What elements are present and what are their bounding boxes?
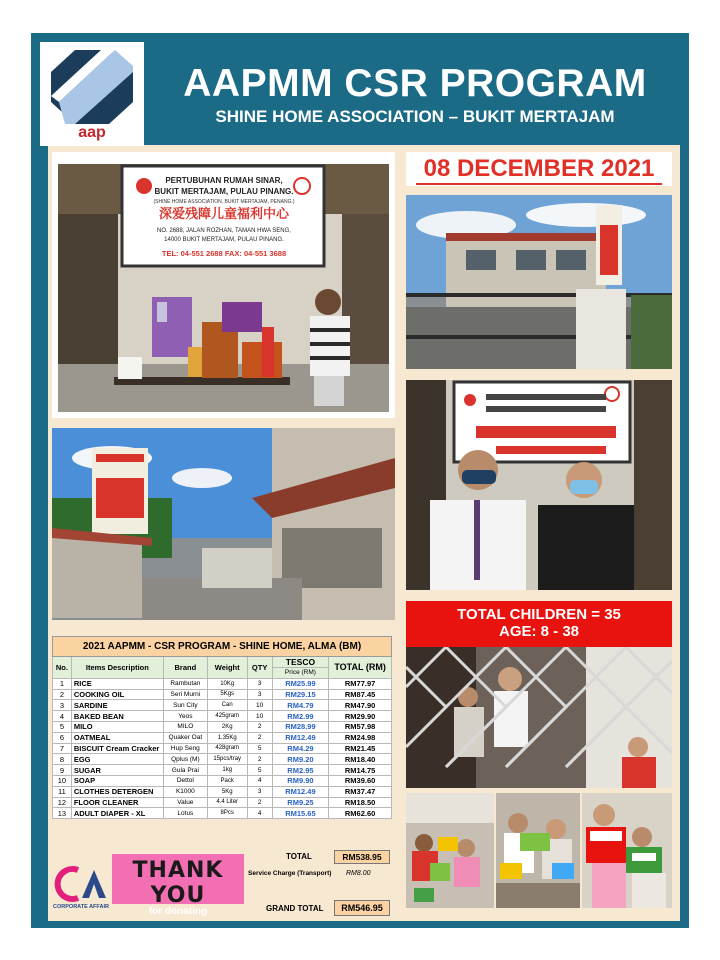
row-weight: 5Kg [207,786,247,797]
row-qty: 5 [247,765,272,776]
row-brand: Lotus [163,808,207,819]
table-row [53,743,392,754]
row-price: RM9.25 [272,797,329,808]
row-total: RM57.98 [329,721,392,732]
row-no: 13 [53,808,72,819]
corporate-affair-logo-icon [52,864,110,904]
row-qty: 3 [247,678,272,689]
photo-street-view [52,428,395,620]
row-item: RICE [71,678,163,689]
row-item: FLOOR CLEANER [71,797,163,808]
row-qty: 5 [247,743,272,754]
sign-line-2: BUKIT MERTAJAM, PULAU PINANG. [154,187,294,196]
table-row [53,721,392,732]
row-weight: 15pcs/tray [207,754,247,765]
row-no: 5 [53,721,72,732]
row-item: BAKED BEAN [71,711,163,722]
total-children-banner [406,601,672,647]
row-no: 7 [53,743,72,754]
grand-total-value: RM546.95 [334,900,390,916]
logo-text: aap [78,124,106,141]
row-price: RM9.20 [272,754,329,765]
col-no: No. [53,657,72,679]
row-total: RM47.90 [329,700,392,711]
service-charge-value: RM8.00 [346,870,371,877]
row-price: RM2.99 [272,711,329,722]
row-qty: 4 [247,808,272,819]
row-weight: 428gram [207,743,247,754]
date-banner [406,152,672,186]
row-price: RM12.49 [272,732,329,743]
page-subtitle: SHINE HOME ASSOCIATION – BUKIT MERTAJAM [215,107,615,126]
row-total: RM24.98 [329,732,392,743]
row-total: RM14.75 [329,765,392,776]
event-date: 08 DECEMBER 2021 [423,155,655,182]
sign-line-4: 深爱残障儿童福利中心 [158,207,290,222]
row-weight: 425gram [207,711,247,722]
row-no: 8 [53,754,72,765]
table-caption: 2021 AAPMM - CSR PROGRAM - SHINE HOME, ALMA (BM) [53,637,392,657]
sign-line-7: TEL: 04-551 2688 FAX: 04-551 3688 [161,249,287,258]
total-children-text: TOTAL CHILDREN = 35 [457,606,621,623]
sign-line-1: PERTUBUHAN RUMAH SINAR, [165,176,283,185]
row-price: RM25.99 [272,678,329,689]
row-price: RM9.90 [272,775,329,786]
total-value: RM538.95 [334,850,390,864]
items-table [52,636,392,819]
table-row [53,797,392,808]
row-brand: Hup Seng [163,743,207,754]
sign-line-5: NO. 2688, JALAN ROZHAN, TAMAN HWA SENG, [157,228,291,234]
row-qty: 2 [247,754,272,765]
table-row [53,711,392,722]
row-item: EGG [71,754,163,765]
row-price: RM4.79 [272,700,329,711]
table-row [53,808,392,819]
col-total: TOTAL (RM) [329,657,392,679]
row-price: RM15.65 [272,808,329,819]
row-weight: 1.35Kg [207,732,247,743]
row-brand: Yeos [163,711,207,722]
row-weight: 10Kg [207,678,247,689]
row-brand: Quaker Oat [163,732,207,743]
row-total: RM18.50 [329,797,392,808]
row-qty: 2 [247,732,272,743]
thank-you-banner [112,854,244,917]
table-row [53,689,392,700]
row-brand: Seri Murni [163,689,207,700]
row-weight: 8Pcs [207,808,247,819]
row-brand: Value [163,797,207,808]
row-brand: Dettol [163,775,207,786]
col-brand: Brand [163,657,207,679]
row-qty: 2 [247,797,272,808]
photo-donation-items [52,152,395,418]
row-no: 12 [53,797,72,808]
photo-children-cards-2 [496,793,580,908]
row-no: 10 [53,775,72,786]
row-price: RM28.99 [272,721,329,732]
row-brand: MILO [163,721,207,732]
col-qty: QTY [247,657,272,679]
row-item: OATMEAL [71,732,163,743]
row-no: 11 [53,786,72,797]
row-no: 6 [53,732,72,743]
row-price: RM29.15 [272,689,329,700]
for-donating-text: for donating [148,906,208,917]
sign-line-6: 14000 BUKIT MERTAJAM, PULAU PINANG. [164,237,284,243]
col-store: TESCO [272,657,329,668]
page-title: AAPMM CSR PROGRAM [183,62,647,105]
row-price: RM4.29 [272,743,329,754]
row-qty: 3 [247,786,272,797]
row-no: 4 [53,711,72,722]
row-qty: 4 [247,775,272,786]
row-no: 3 [53,700,72,711]
row-item: COOKING OIL [71,689,163,700]
row-total: RM62.60 [329,808,392,819]
row-total: RM37.47 [329,786,392,797]
photo-children-gate [406,647,672,788]
table-row [53,775,392,786]
table-row [53,754,392,765]
photo-children-cards-3 [582,793,672,908]
row-qty: 10 [247,700,272,711]
row-item: SUGAR [71,765,163,776]
aap-logo [40,42,144,146]
row-brand: Gula Prai [163,765,207,776]
date-underline [416,183,662,185]
col-item: Items Description [71,657,163,679]
row-brand: Rambutan [163,678,207,689]
table-row [53,786,392,797]
row-weight: 5Kgs [207,689,247,700]
row-total: RM29.90 [329,711,392,722]
row-item: BISCUIT Cream Cracker [71,743,163,754]
col-weight: Weight [207,657,247,679]
row-weight: 1kg [207,765,247,776]
age-range-text: AGE: 8 - 38 [498,623,580,640]
corporate-affair-caption: CORPORATE AFFAIR [53,904,109,910]
row-no: 2 [53,689,72,700]
row-item: SOAP [71,775,163,786]
table-row [53,732,392,743]
row-item: MILO [71,721,163,732]
row-no: 9 [53,765,72,776]
row-total: RM21.45 [329,743,392,754]
row-qty: 10 [247,711,272,722]
row-total: RM18.40 [329,754,392,765]
row-item: CLOTHES DETERGEN [71,786,163,797]
row-total: RM39.60 [329,775,392,786]
row-brand: K1000 [163,786,207,797]
table-row [53,700,392,711]
row-price: RM12.49 [272,786,329,797]
row-weight: Pack [207,775,247,786]
row-total: RM87.45 [329,689,392,700]
total-label: TOTAL [286,852,312,861]
totals-footer [52,848,392,922]
row-weight: Can [207,700,247,711]
row-weight: 2Kg [207,721,247,732]
col-price: Price (RM) [272,668,329,679]
table-row [53,765,392,776]
row-qty: 3 [247,689,272,700]
sign-line-3: (SHINE HOME ASSOCIATION, BUKIT MERTAJAM, PENANG.) [153,199,295,205]
row-total: RM77.97 [329,678,392,689]
row-no: 1 [53,678,72,689]
row-brand: Qplus (M) [163,754,207,765]
row-weight: 4.4 Liter [207,797,247,808]
service-charge-label: Service Charge (Transport) [248,870,332,877]
row-qty: 2 [247,721,272,732]
row-item: SARDINE [71,700,163,711]
aap-octagon-icon [51,50,133,124]
photo-visitors [406,380,672,590]
thank-you-text: THANK YOU [132,858,224,908]
table-row [53,678,392,689]
row-brand: Sun City [163,700,207,711]
photo-children-cards-1 [406,793,494,908]
row-item: ADULT DIAPER - XL [71,808,163,819]
photo-building-front [406,195,672,369]
grand-total-label: GRAND TOTAL [266,904,324,913]
row-price: RM2.95 [272,765,329,776]
